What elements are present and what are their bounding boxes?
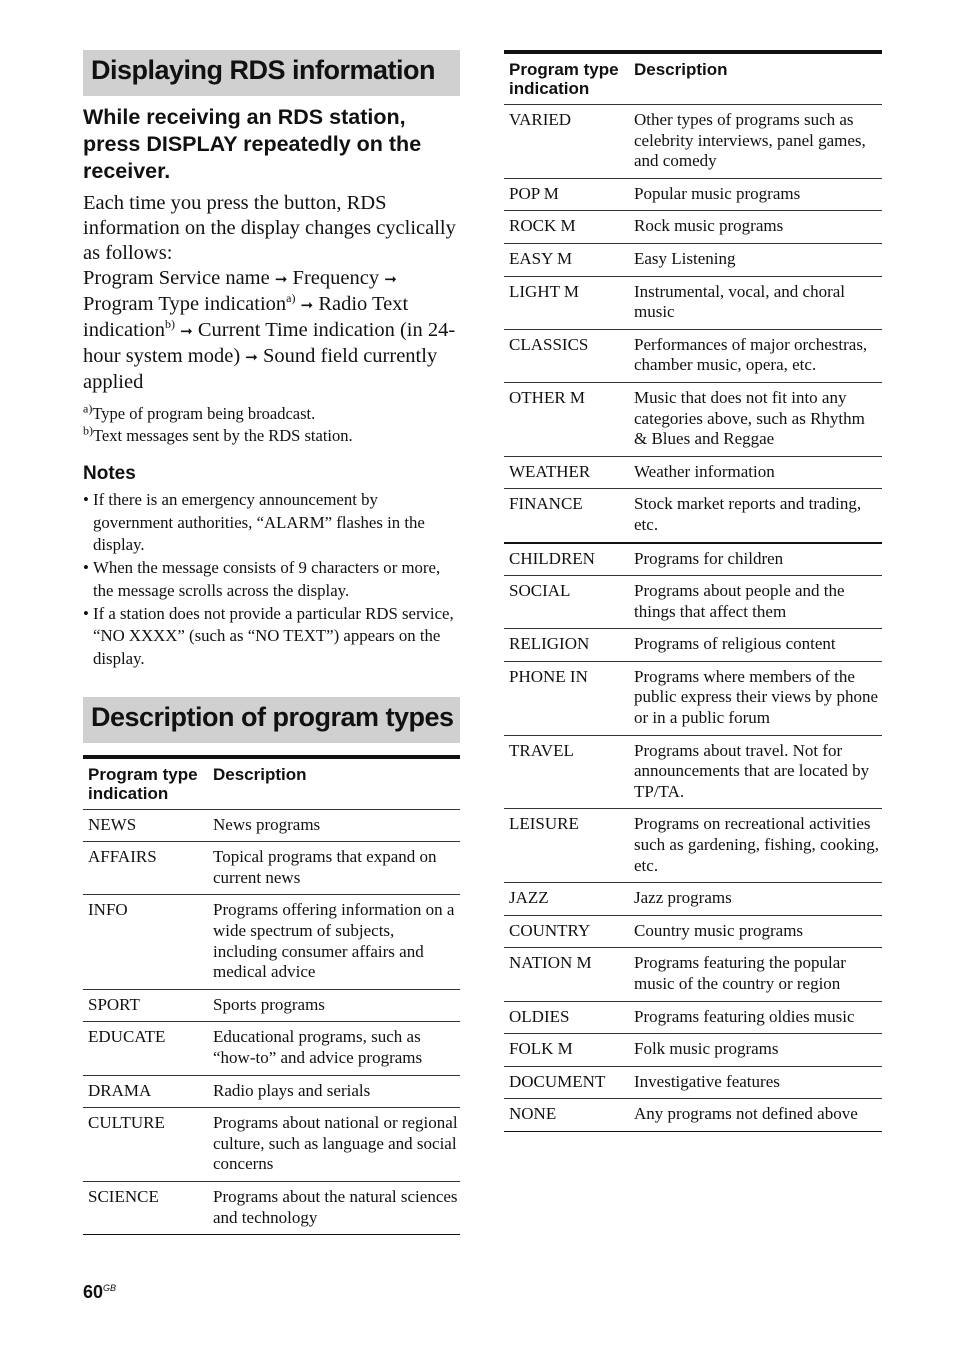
table-row xyxy=(504,735,882,809)
program-type-description: Any programs not defined above xyxy=(629,1099,882,1132)
program-type-description: Programs where members of the public express their views by phone or in a public forum xyxy=(629,661,882,735)
program-type-description: Programs for children xyxy=(629,543,882,576)
table-row xyxy=(83,895,460,989)
footnote-ref: a) xyxy=(286,291,296,306)
table-row xyxy=(504,809,882,883)
table-header-row xyxy=(83,757,460,810)
program-type-code: OTHER M xyxy=(504,382,629,456)
table-row xyxy=(504,629,882,662)
table-row xyxy=(83,1181,460,1234)
program-type-description: Programs about national or regional culture, such as language and social concerns xyxy=(208,1108,460,1182)
program-type-code: TRAVEL xyxy=(504,735,629,809)
table-row xyxy=(504,178,882,211)
program-type-code: COUNTRY xyxy=(504,915,629,948)
table-row xyxy=(504,456,882,489)
program-type-code: CHILDREN xyxy=(504,543,629,576)
program-type-description: Programs featuring the popular music of the country or region xyxy=(629,948,882,1001)
instruction-heading: While receiving an RDS station, press DISPLAY repeatedly on the receiver. xyxy=(83,105,422,183)
footnotes xyxy=(83,403,460,447)
table-row xyxy=(504,211,882,244)
program-types-table-left xyxy=(83,755,460,1236)
table-row xyxy=(504,1066,882,1099)
program-type-code: FOLK M xyxy=(504,1034,629,1067)
table-row xyxy=(504,1034,882,1067)
sequence-step: Current Time indication (in 24-hour system mode) xyxy=(83,319,456,367)
note-item: • If there is an emergency announcement by government authorities, “ALARM” flashes in the display. xyxy=(83,489,460,557)
table-row xyxy=(504,543,882,576)
program-type-description: Stock market reports and trading, etc. xyxy=(629,489,882,543)
arrow-icon: ➞ xyxy=(245,348,258,366)
program-type-code: CULTURE xyxy=(83,1108,208,1182)
program-type-code: DRAMA xyxy=(83,1075,208,1108)
page-number-value: 60 xyxy=(83,1282,104,1302)
program-type-code: EASY M xyxy=(504,243,629,276)
column-header-code: Program type indication xyxy=(509,60,619,98)
footnote-mark: a) xyxy=(83,401,93,416)
program-type-code: RELIGION xyxy=(504,629,629,662)
notes-heading: Notes xyxy=(83,463,136,484)
footnote-text: Type of program being broadcast. xyxy=(92,404,316,423)
table-row xyxy=(83,989,460,1022)
page-region-suffix: GB xyxy=(103,1283,117,1293)
program-type-code: SOCIAL xyxy=(504,576,629,629)
program-type-description: Music that does not fit into any categories above, such as Rhythm & Blues and Reggae xyxy=(629,382,882,456)
arrow-icon: ➞ xyxy=(300,296,314,314)
program-type-description: Programs of religious content xyxy=(629,629,882,662)
table-row xyxy=(83,842,460,895)
program-type-code: JAZZ xyxy=(504,883,629,916)
sequence-step: Program Type indication xyxy=(83,293,287,315)
program-type-code: NEWS xyxy=(83,809,208,842)
column-header-description: Description xyxy=(213,764,307,784)
program-type-description: Sports programs xyxy=(208,989,460,1022)
sequence-step: Frequency xyxy=(292,267,380,289)
program-type-code: LEISURE xyxy=(504,809,629,883)
program-type-description: Programs about the natural sciences and technology xyxy=(208,1181,460,1234)
program-type-code: INFO xyxy=(83,895,208,989)
program-type-code: OLDIES xyxy=(504,1001,629,1034)
program-type-code: LIGHT M xyxy=(504,276,629,329)
program-type-description: Programs featuring oldies music xyxy=(629,1001,882,1034)
sequence-step: Program Service name xyxy=(83,267,270,289)
program-type-code: EDUCATE xyxy=(83,1022,208,1075)
sequence-step: Sound field currently applied xyxy=(83,345,438,393)
footnote-mark: b) xyxy=(83,423,93,438)
arrow-icon: ➞ xyxy=(274,270,288,288)
page-number xyxy=(83,1282,116,1303)
arrow-icon: ➞ xyxy=(384,270,397,288)
footnote-ref: b) xyxy=(164,317,175,332)
program-type-code: CLASSICS xyxy=(504,329,629,382)
program-type-code: DOCUMENT xyxy=(504,1066,629,1099)
program-type-description: Topical programs that expand on current news xyxy=(208,842,460,895)
program-type-code: NATION M xyxy=(504,948,629,1001)
table-row xyxy=(504,382,882,456)
table-row xyxy=(504,576,882,629)
program-type-code: ROCK M xyxy=(504,211,629,244)
table-row xyxy=(504,276,882,329)
column-header-description: Description xyxy=(634,60,728,79)
program-type-code: FINANCE xyxy=(504,489,629,543)
table-header-row xyxy=(504,52,882,105)
footnote-text: Text messages sent by the RDS station. xyxy=(93,426,353,445)
program-type-description: Country music programs xyxy=(629,915,882,948)
section-title-rds: Displaying RDS information xyxy=(83,50,460,96)
arrow-icon: ➞ xyxy=(180,322,193,340)
program-type-description: Programs about travel. Not for announcements that are located by TP/TA. xyxy=(629,735,882,809)
table-row xyxy=(504,489,882,543)
table-row xyxy=(504,329,882,382)
sequence-step: Radio Text indication xyxy=(83,293,409,341)
table-row xyxy=(504,243,882,276)
program-type-code: SPORT xyxy=(83,989,208,1022)
program-type-code: SCIENCE xyxy=(83,1181,208,1234)
program-types-table-right xyxy=(504,50,882,1132)
table-row xyxy=(504,915,882,948)
program-type-description: Programs on recreational activities such as gardening, fishing, cooking, etc. xyxy=(629,809,882,883)
program-type-code: NONE xyxy=(504,1099,629,1132)
program-type-description: Programs about people and the things that affect them xyxy=(629,576,882,629)
table-row xyxy=(504,883,882,916)
table-row xyxy=(83,1075,460,1108)
table-row xyxy=(504,948,882,1001)
footnote xyxy=(83,425,460,447)
table-row xyxy=(504,661,882,735)
program-type-code: AFFAIRS xyxy=(83,842,208,895)
program-type-description: Other types of programs such as celebrity interviews, panel games, and comedy xyxy=(629,105,882,179)
footnote xyxy=(83,403,460,425)
program-type-description: Folk music programs xyxy=(629,1034,882,1067)
program-type-code: WEATHER xyxy=(504,456,629,489)
program-type-description: Weather information xyxy=(629,456,882,489)
program-type-code: PHONE IN xyxy=(504,661,629,735)
program-type-description: News programs xyxy=(208,809,460,842)
notes-list xyxy=(83,489,460,671)
left-column xyxy=(83,50,460,1235)
note-item: • If a station does not provide a particular RDS service, “NO XXXX” (such as “NO TEXT”) appears on the display. xyxy=(83,603,460,671)
table-row xyxy=(83,1022,460,1075)
program-type-description: Investigative features xyxy=(629,1066,882,1099)
program-type-description: Popular music programs xyxy=(629,178,882,211)
program-type-description: Educational programs, such as “how-to” and advice programs xyxy=(208,1022,460,1075)
program-type-description: Easy Listening xyxy=(629,243,882,276)
table-row xyxy=(83,809,460,842)
column-header-code: Program type indication xyxy=(88,764,198,803)
program-type-code: VARIED xyxy=(504,105,629,179)
note-item: • When the message consists of 9 characters or more, the message scrolls across the display. xyxy=(83,557,460,602)
table-row xyxy=(504,1001,882,1034)
intro-paragraph: Each time you press the button, RDS information on the display changes cyclically as follows: xyxy=(83,192,456,264)
section-title-program-types: Description of program types xyxy=(83,697,460,743)
program-type-description: Performances of major orchestras, chamber music, opera, etc. xyxy=(629,329,882,382)
display-sequence xyxy=(83,266,460,395)
program-type-description: Instrumental, vocal, and choral music xyxy=(629,276,882,329)
right-column xyxy=(504,50,882,1132)
program-type-description: Jazz programs xyxy=(629,883,882,916)
program-type-description: Programs offering information on a wide spectrum of subjects, including consumer affairs and medical advice xyxy=(208,895,460,989)
program-type-code: POP M xyxy=(504,178,629,211)
table-row xyxy=(504,105,882,179)
program-type-description: Rock music programs xyxy=(629,211,882,244)
program-type-description: Radio plays and serials xyxy=(208,1075,460,1108)
table-row xyxy=(504,1099,882,1132)
table-row xyxy=(83,1108,460,1182)
